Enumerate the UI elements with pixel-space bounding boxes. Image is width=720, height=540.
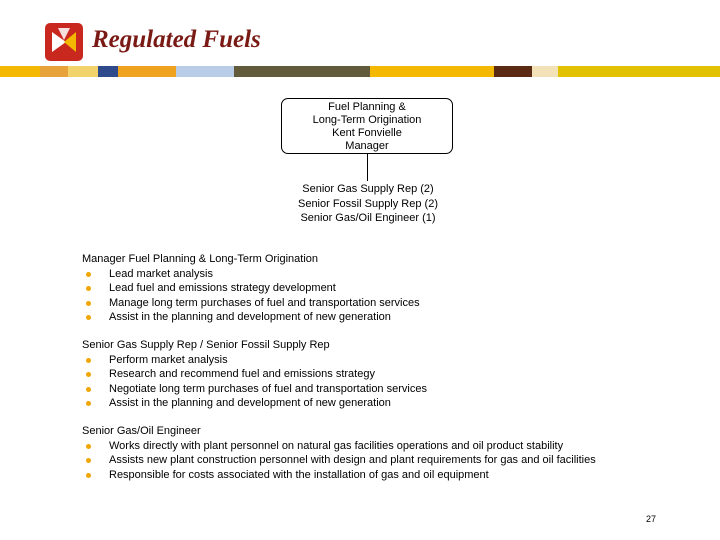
page-title: Regulated Fuels [92, 26, 261, 53]
bullet-icon [86, 458, 91, 463]
bullet-icon [86, 358, 91, 363]
subordinate-roles [230, 182, 506, 226]
bullet-icon [86, 286, 91, 291]
list-item [82, 439, 596, 454]
list-item [82, 453, 596, 468]
color-bar-segment [558, 66, 720, 77]
color-bar-segment [532, 66, 558, 77]
list-item [82, 296, 420, 311]
manager-box [281, 98, 453, 154]
bullet-icon [86, 272, 91, 277]
subordinate-role: Senior Fossil Supply Rep (2) [297, 197, 438, 210]
list-item-text: Assist in the planning and development of new generation [109, 311, 391, 323]
list-item [82, 468, 596, 483]
list-item [82, 267, 420, 282]
bullet-icon [86, 401, 91, 406]
color-bar-segment [0, 66, 40, 77]
color-bar [0, 66, 720, 77]
page-number: 27 [646, 514, 657, 524]
section-manager [82, 252, 420, 325]
manager-box-line: Manager [345, 140, 389, 152]
list-item-text: Perform market analysis [109, 353, 228, 366]
list-item [82, 281, 420, 296]
list-item-text: Assist in the planning and development of new generation [109, 397, 391, 409]
subordinate-role: Senior Gas Supply Rep (2) [302, 183, 434, 195]
color-bar-segment [40, 66, 68, 77]
color-bar-segment [118, 66, 176, 77]
list-item [82, 367, 427, 382]
org-connector-line [367, 154, 368, 181]
list-item [82, 310, 420, 325]
bullet-icon [86, 315, 91, 320]
list-item [82, 382, 427, 397]
color-bar-segment [494, 66, 532, 77]
list-item-text: Assists new plant construction personnel with design and plant requirements for gas and oil facilities [109, 454, 596, 466]
section-heading: Senior Gas/Oil Engineer [82, 425, 201, 437]
bullet-icon [86, 301, 91, 306]
color-bar-segment [176, 66, 234, 77]
list-item-text: Research and recommend fuel and emissions strategy [109, 368, 375, 380]
section-heading: Senior Gas Supply Rep / Senior Fossil Supply Rep [82, 339, 330, 351]
list-item-text: Lead market analysis [109, 267, 213, 280]
list-item [82, 353, 427, 368]
manager-box-line: Long-Term Origination [312, 114, 422, 126]
list-item-text: Lead fuel and emissions strategy development [109, 282, 336, 294]
color-bar-segment [234, 66, 370, 77]
bullet-icon [86, 387, 91, 392]
manager-box-line: Fuel Planning & [328, 101, 406, 113]
list-item-text: Works directly with plant personnel on natural gas facilities operations and oil product stability [109, 439, 564, 452]
bullet-icon [86, 444, 91, 449]
manager-box-line: Kent Fonvielle [332, 127, 402, 139]
list-item-text: Manage long term purchases of fuel and transportation services [109, 296, 420, 309]
section-supply-rep [82, 338, 427, 411]
list-item [82, 396, 427, 411]
logo-icon [44, 22, 84, 62]
bullet-icon [86, 473, 91, 478]
color-bar-segment [370, 66, 494, 77]
list-item-text: Responsible for costs associated with the installation of gas and oil equipment [109, 468, 489, 481]
bullet-icon [86, 372, 91, 377]
company-logo [44, 22, 84, 62]
section-engineer [82, 424, 596, 482]
subordinate-role: Senior Gas/Oil Engineer (1) [300, 212, 436, 224]
section-heading: Manager Fuel Planning & Long-Term Origination [82, 253, 319, 265]
color-bar-segment [98, 66, 118, 77]
list-item-text: Negotiate long term purchases of fuel and transportation services [109, 382, 427, 395]
color-bar-segment [68, 66, 98, 77]
